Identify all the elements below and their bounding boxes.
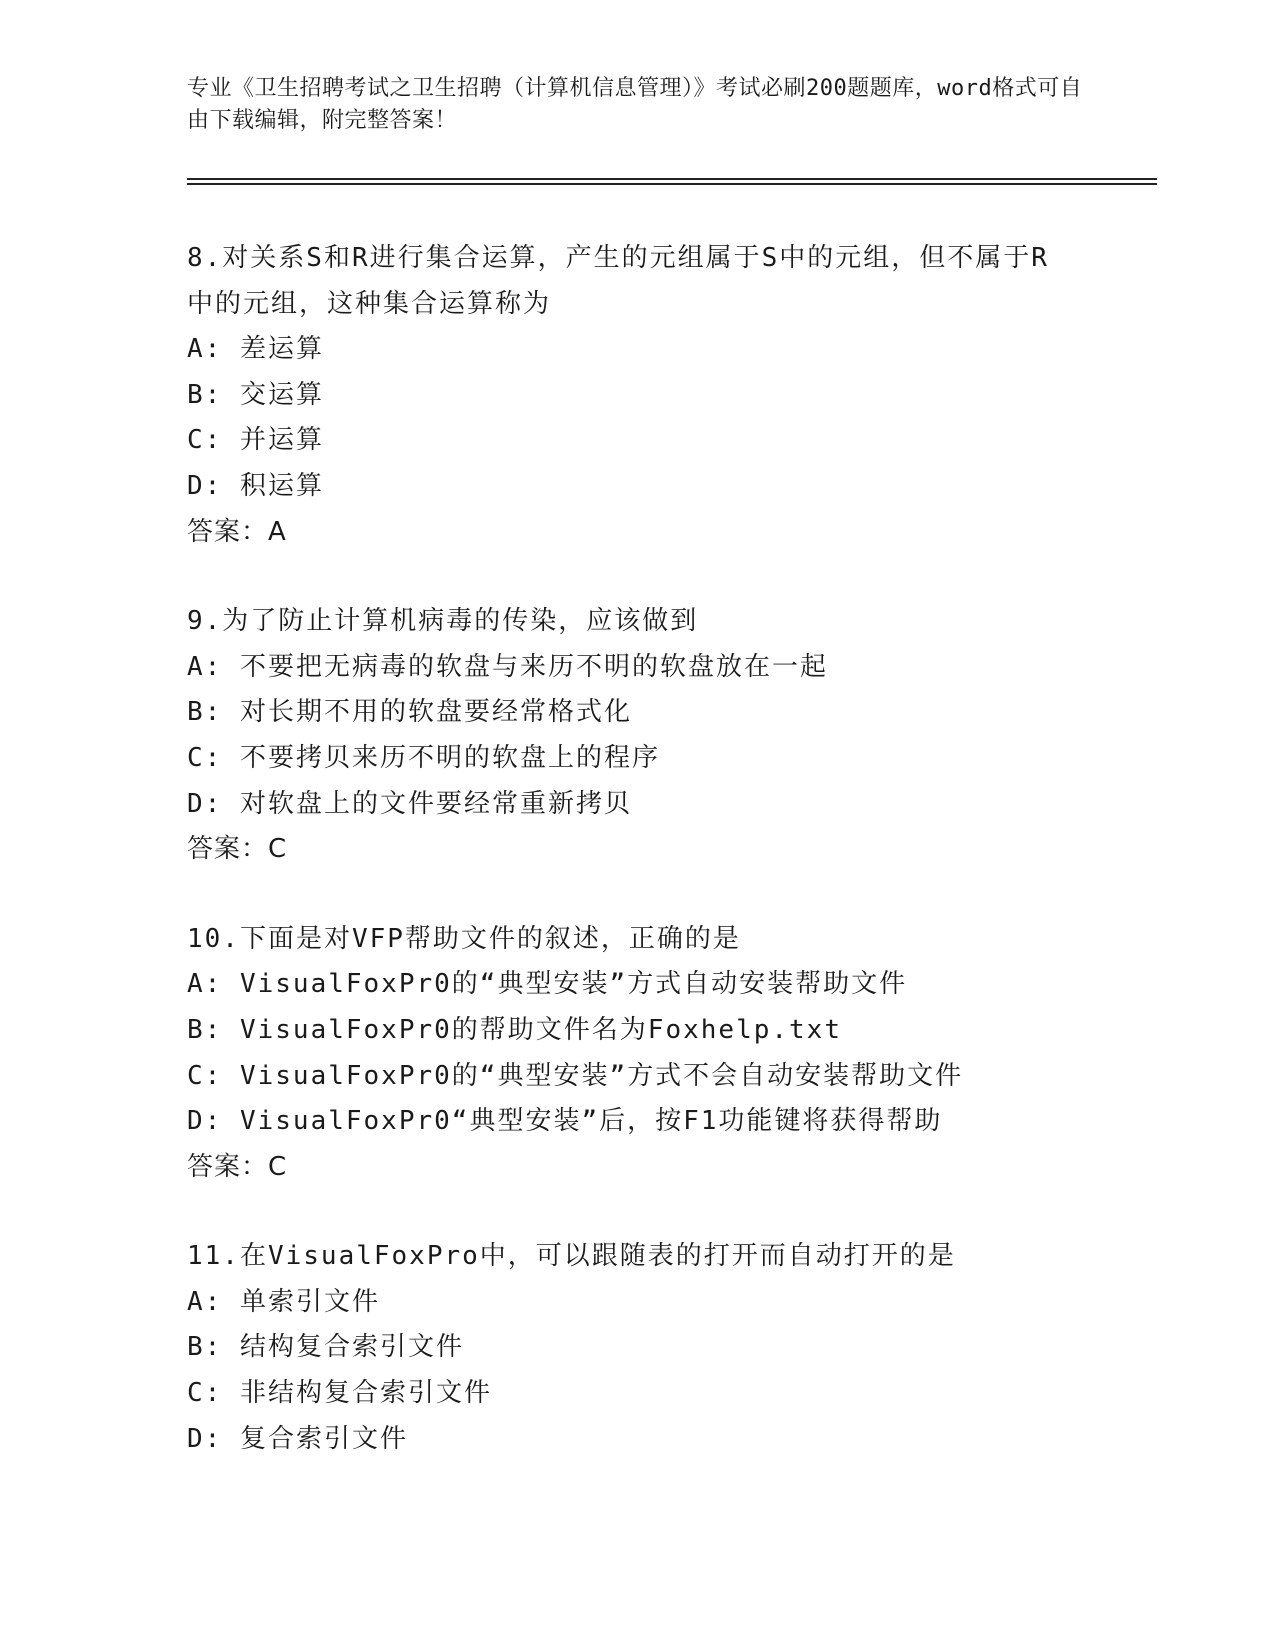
question-stem: 8.对关系S和R进行集合运算，产生的元组属于S中的元组，但不属于R中的元组，这种集合运算称为	[187, 243, 1049, 319]
question-8	[187, 236, 1147, 555]
option-a: A: VisualFoxPr0的“典型安装”方式自动安装帮助文件	[187, 969, 908, 1000]
question-10	[187, 917, 1147, 1191]
question-9	[187, 599, 1147, 873]
question-list	[187, 236, 1147, 1506]
option-d: D: 复合索引文件	[187, 1423, 408, 1454]
document-header: 专业《卫生招聘考试之卫生招聘（计算机信息管理）》考试必刷200题题库，word格式可自由下载编辑，附完整答案！	[187, 76, 1083, 133]
option-a: A: 单索引文件	[187, 1286, 380, 1317]
option-b: B: VisualFoxPr0的帮助文件名为Foxhelp.txt	[187, 1014, 842, 1045]
option-c: C: 不要拷贝来历不明的软盘上的程序	[187, 742, 660, 773]
option-d: D: 积运算	[187, 470, 324, 501]
option-c: C: 非结构复合索引文件	[187, 1378, 492, 1409]
header-divider-top	[187, 178, 1157, 180]
option-d: D: 对软盘上的文件要经常重新拷贝	[187, 788, 632, 819]
option-b: B: 交运算	[187, 379, 324, 410]
option-c: C: 并运算	[187, 425, 324, 456]
option-c: C: VisualFoxPr0的“典型安装”方式不会自动安装帮助文件	[187, 1060, 964, 1091]
option-a: A: 差运算	[187, 334, 324, 365]
answer-label: 答案：A	[187, 516, 287, 547]
question-stem: 9.为了防止计算机病毒的传染，应该做到	[187, 606, 699, 637]
header-divider-bottom	[187, 183, 1157, 185]
question-11	[187, 1234, 1147, 1462]
answer-label: 答案：C	[187, 834, 288, 865]
answer-label: 答案：C	[187, 1151, 288, 1182]
option-d: D: VisualFoxPr0“典型安装”后，按F1功能键将获得帮助	[187, 1106, 943, 1137]
option-b: B: 对长期不用的软盘要经常格式化	[187, 697, 632, 728]
question-stem: 11.在VisualFoxPro中，可以跟随表的打开而自动打开的是	[187, 1241, 956, 1272]
question-stem: 10.下面是对VFP帮助文件的叙述，正确的是	[187, 923, 741, 954]
option-b: B: 结构复合索引文件	[187, 1332, 464, 1363]
option-a: A: 不要把无病毒的软盘与来历不明的软盘放在一起	[187, 651, 828, 682]
